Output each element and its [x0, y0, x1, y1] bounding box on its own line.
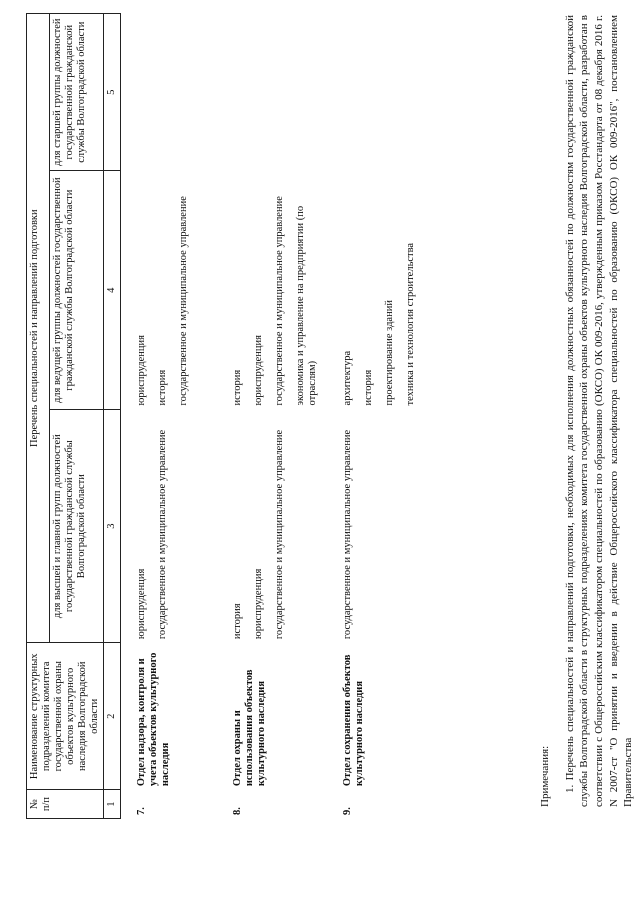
specialty-item: юриспруденция [136, 568, 147, 640]
column-number-row [104, 14, 121, 819]
table-row [136, 13, 232, 819]
specialty-item: история [157, 369, 169, 406]
column-number: 4 [104, 171, 121, 410]
notes-section [538, 15, 636, 807]
specialty-cell [342, 13, 452, 171]
column-number: 5 [104, 14, 121, 171]
row-number: 9. [342, 807, 353, 815]
department-name: Отдел охраны и использования объектов культурного наследия [232, 669, 268, 787]
specialty-item: история [363, 369, 375, 406]
row-number: 8. [232, 807, 243, 815]
specialty-item: государственное и муниципальное управление [178, 196, 190, 406]
table-row [342, 13, 452, 819]
header-older: для старшей группы должностей государственной гражданской службы Волгоградской области [49, 14, 104, 171]
specialty-item: техника и технология строительства [405, 242, 417, 406]
header-group: Перечень специальностей и направлений подготовки [27, 14, 50, 643]
header-senior-main: для высшей и главной групп должностей государственной гражданской службы Волгоградской области [49, 409, 104, 642]
row-number: 7. [136, 807, 147, 815]
notes-paragraph: 1. Перечень специальностей и направлений подготовки, необходимых для исполнения должностных обязанностей по должностям государственной гражданской службы Волгоградской области в структурных подразделениях комитета государственной охраны объектов культурного наследия Волгоградской области, разработан в соответствии с Общероссийским классификатором специальностей по образованию (ОКСО) ОК 009-2016, утвержденным приказом Росстандарта от 08 декабря 2016 г. N 2007-ст "О принятии и введении в действие Общероссийского классификатора специальностей по образованию (ОКСО) ОК 009-2016", постановлением Правительства [563, 15, 635, 807]
column-number: 1 [104, 790, 121, 819]
specialty-item: юриспруденция [136, 335, 147, 406]
table-row [232, 13, 342, 819]
column-number: 2 [104, 643, 121, 790]
specialty-item: государственное и муниципальное управление [157, 429, 169, 640]
header-table [26, 13, 121, 819]
specialty-item: государственное и муниципальное управление [274, 196, 286, 406]
data-table [136, 13, 452, 819]
header-leading: для ведущей группы должностей государственной гражданской службы Волгоградской области [49, 171, 104, 410]
specialty-item: история [232, 603, 243, 640]
specialty-cell [136, 409, 232, 643]
department-name: Отдел надзора, контроля и учета объектов культурного наследия [136, 652, 172, 787]
specialty-item: архитектура [342, 350, 353, 406]
specialty-cell [232, 409, 342, 643]
specialty-item: государственное и муниципальное управление [342, 429, 353, 640]
header-department: Наименование структурных подразделений комитета государственной охраны объектов культурного наследия Волгоградской области [27, 643, 104, 790]
specialty-cell [136, 13, 232, 171]
column-number: 3 [104, 409, 121, 642]
department-name: Отдел сохранения объектов культурного наследия [342, 654, 366, 787]
specialty-item: экономика и управление на предприятии (по отраслям) [295, 205, 319, 406]
specialty-cell [232, 13, 342, 171]
specialty-cell [136, 171, 232, 410]
header-number: № п/п [27, 790, 104, 819]
specialty-item: история [232, 369, 243, 406]
specialty-cell [342, 409, 452, 643]
specialty-item: государственное и муниципальное управление [274, 429, 286, 640]
specialty-item: проектирование зданий [384, 300, 396, 406]
specialty-item: юриспруденция [253, 335, 265, 406]
specialty-cell [342, 171, 452, 410]
specialty-item: юриспруденция [253, 568, 265, 640]
specialty-cell [232, 171, 342, 410]
notes-title: Примечания: [539, 745, 551, 807]
